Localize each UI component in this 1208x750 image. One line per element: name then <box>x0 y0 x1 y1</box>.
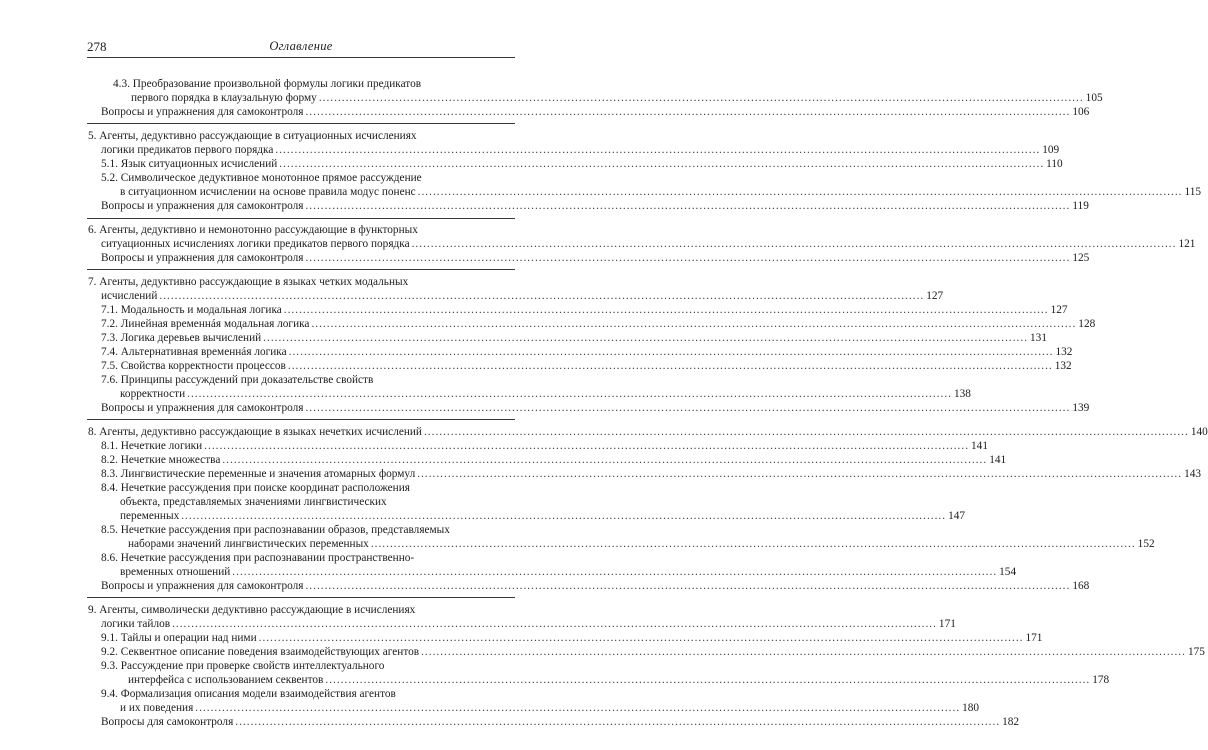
toc-entry-page: 115 <box>1184 186 1202 198</box>
toc-entry[interactable] <box>101 345 1073 359</box>
toc-entry[interactable] <box>120 509 966 523</box>
toc-entry-title: 9.4. Формализация описания модели взаимодействия агентов <box>101 688 396 700</box>
toc-entry-page: 139 <box>1072 402 1090 414</box>
toc-entry-page: 110 <box>1046 158 1063 170</box>
toc-entry-title: корректности <box>120 388 186 400</box>
toc-entry-page: 171 <box>938 618 956 630</box>
leader-dots: ........................................................................................................................................................................................................ <box>258 632 1024 644</box>
leader-dots: ........................................................................................................................................................................................................ <box>417 468 1183 480</box>
leader-dots: ........................................................................................................................................................................................................ <box>222 454 988 466</box>
toc-chapter[interactable] <box>88 425 1208 439</box>
toc-entry-page: 138 <box>953 388 971 400</box>
toc-entry-title: и их поведения <box>120 702 194 714</box>
toc-entry-title: наборами значений лингвистических переменных <box>128 538 369 550</box>
toc-entry[interactable] <box>120 495 515 509</box>
toc-entry-title: 7.6. Принципы рассуждений при доказательстве свойств <box>101 374 374 386</box>
section-rule <box>87 269 515 270</box>
toc-entry[interactable] <box>128 537 1155 551</box>
toc-entry[interactable] <box>131 91 1103 105</box>
toc-entry-title: Вопросы и упражнения для самоконтроля <box>101 252 304 264</box>
toc-entry-page: 147 <box>948 510 966 522</box>
toc-entry-page: 175 <box>1187 646 1205 658</box>
page-number: 278 <box>87 39 107 54</box>
toc-entry[interactable] <box>101 105 1090 119</box>
leader-dots: ........................................................................................................................................................................................................ <box>263 332 1029 344</box>
leader-dots: ........................................................................................................................................................................................................ <box>159 290 925 302</box>
toc-entry-title: 8.2. Нечеткие множества <box>101 454 221 466</box>
toc-entry-title: 9.2. Секвентное описание поведения взаимодействующих агентов <box>101 646 420 658</box>
toc-entry[interactable] <box>101 317 1096 331</box>
toc-entry[interactable] <box>101 331 1047 345</box>
toc-entry[interactable] <box>120 701 980 715</box>
leader-dots: ........................................................................................................................................................................................................ <box>305 200 1071 212</box>
toc-chapter[interactable] <box>88 275 515 289</box>
section-rule <box>87 123 515 124</box>
toc-entry-page: 106 <box>1072 106 1090 118</box>
toc-entry-title: Вопросы для самоконтроля <box>101 716 234 728</box>
leader-dots: ........................................................................................................................................................................................................ <box>305 402 1071 414</box>
toc-chapter[interactable] <box>101 237 1196 251</box>
toc-entry-title: временных отношений <box>120 566 231 578</box>
toc-entry-title: 9.1. Тайлы и операции над ними <box>101 632 257 644</box>
toc-entry-page: 178 <box>1092 674 1110 686</box>
toc-entry[interactable] <box>101 481 515 495</box>
toc-entry-title: 7.3. Логика деревьев вычислений <box>101 332 262 344</box>
leader-dots: ........................................................................................................................................................................................................ <box>172 618 937 630</box>
leader-dots: ........................................................................................................................................................................................................ <box>305 106 1071 118</box>
leader-dots: ........................................................................................................................................................................................................ <box>288 346 1054 358</box>
leader-dots: ........................................................................................................................................................................................................ <box>370 538 1136 550</box>
leader-dots: ........................................................................................................................................................................................................ <box>187 388 952 400</box>
toc-entry-page: 125 <box>1072 252 1090 264</box>
leader-dots: ........................................................................................................................................................................................................ <box>311 318 1077 330</box>
toc-entry-title: исчислений <box>101 290 158 302</box>
toc-entry-page: 109 <box>1042 144 1060 156</box>
toc-entry-title: 8.3. Лингвистические переменные и значения атомарных формул <box>101 468 416 480</box>
toc-entry-title: 7.4. Альтернативная временнáя логика <box>101 346 287 358</box>
toc-entry-title: первого порядка в клаузальную форму <box>131 92 317 104</box>
toc-entry-title: логики тайлов <box>101 618 171 630</box>
toc-entry-page: 131 <box>1030 332 1047 344</box>
toc-entry-title: переменных <box>120 510 180 522</box>
toc-entry[interactable] <box>101 359 1072 373</box>
toc-entry[interactable] <box>113 77 515 91</box>
page-header <box>87 39 515 57</box>
toc-entry[interactable] <box>101 199 1089 213</box>
toc-entry-title: 8.1. Нечеткие логики <box>101 440 203 452</box>
section-rule <box>87 218 515 219</box>
toc-entry[interactable] <box>101 645 1205 659</box>
toc-entry[interactable] <box>101 523 515 537</box>
toc-entry[interactable] <box>101 373 515 387</box>
leader-dots: ........................................................................................................................................................................................................ <box>417 186 1183 198</box>
toc-entry-title: 8.4. Нечеткие рассуждения при поиске координат расположения <box>101 482 410 494</box>
leader-dots: ........................................................................................................................................................................................................ <box>318 92 1084 104</box>
toc-entry-title: 9.3. Рассуждение при проверке свойств интеллектуального <box>101 660 385 672</box>
toc-entry[interactable] <box>101 401 1090 415</box>
toc-entry-title: 7.5. Свойства корректности процессов <box>101 360 286 372</box>
toc-entry-page: 128 <box>1078 318 1096 330</box>
toc-entry[interactable] <box>101 659 515 673</box>
toc-entry-title: Вопросы и упражнения для самоконтроля <box>101 580 304 592</box>
toc-entry[interactable] <box>120 387 971 401</box>
toc-entry-page: 132 <box>1054 360 1072 372</box>
toc-entry-title: 9. Агенты, символически дедуктивно рассуждающие в исчислениях <box>88 604 416 616</box>
toc-entry[interactable] <box>101 579 1090 593</box>
toc-entry-title: Вопросы и упражнения для самоконтроля <box>101 402 304 414</box>
toc-chapter[interactable] <box>101 143 1060 157</box>
leader-dots: ........................................................................................................................................................................................................ <box>279 158 1045 170</box>
toc-entry[interactable] <box>101 453 1007 467</box>
toc-entry-title: Вопросы и упражнения для самоконтроля <box>101 106 304 118</box>
toc-chapter[interactable] <box>88 603 515 617</box>
toc-entry-page: 105 <box>1085 92 1103 104</box>
toc-entry-page: 154 <box>999 566 1017 578</box>
toc-entry[interactable] <box>120 185 1202 199</box>
leader-dots: ........................................................................................................................................................................................................ <box>232 566 998 578</box>
toc-entry-page: 171 <box>1025 632 1043 644</box>
leader-dots: ........................................................................................................................................................................................................ <box>275 144 1041 156</box>
toc-entry[interactable] <box>101 551 515 565</box>
toc-chapter[interactable] <box>88 129 515 143</box>
leader-dots: ........................................................................................................................................................................................................ <box>195 702 961 714</box>
toc-entry-page: 127 <box>1050 304 1068 316</box>
toc-entry[interactable] <box>101 439 988 453</box>
toc-entry[interactable] <box>101 157 1063 171</box>
section-rule <box>87 419 515 420</box>
toc-entry-page: 141 <box>989 454 1007 466</box>
toc-chapter[interactable] <box>88 223 515 237</box>
toc-entry[interactable] <box>120 565 1017 579</box>
toc-entry-title: 7.2. Линейная временнáя модальная логика <box>101 318 310 330</box>
toc-entry-title: 8. Агенты, дедуктивно рассуждающие в языках нечетких исчислений <box>88 426 422 438</box>
toc-entry-title: 7. Агенты, дедуктивно рассуждающие в языках четких модальных <box>88 276 409 288</box>
toc-entry-page: 141 <box>971 440 988 452</box>
leader-dots: ........................................................................................................................................................................................................ <box>325 674 1091 686</box>
toc-entry[interactable] <box>101 171 515 185</box>
leader-dots: ........................................................................................................................................................................................................ <box>411 238 1177 250</box>
toc-entry-title: Вопросы и упражнения для самоконтроля <box>101 200 304 212</box>
toc-entry-page: 168 <box>1072 580 1090 592</box>
toc-entry-page: 127 <box>926 290 944 302</box>
running-title: Оглавление <box>269 39 333 53</box>
toc-entry-page: 119 <box>1072 200 1089 212</box>
toc-entry-page: 152 <box>1137 538 1155 550</box>
toc-entry-title: 5.2. Символическое дедуктивное монотонное прямое рассуждение <box>101 172 422 184</box>
toc-entry-title: 8.6. Нечеткие рассуждения при распознавании пространственно- <box>101 552 415 564</box>
toc-entry-title: ситуационных исчислениях логики предикатов первого порядка <box>101 238 410 250</box>
toc-chapter[interactable] <box>101 289 944 303</box>
toc-entry-title: в ситуационном исчислении на основе правила модус поненс <box>120 186 416 198</box>
leader-dots: ........................................................................................................................................................................................................ <box>423 426 1189 438</box>
toc-entry-page: 143 <box>1184 468 1202 480</box>
toc-entry-page: 182 <box>1002 716 1020 728</box>
toc-entry-page: 121 <box>1178 238 1196 250</box>
toc-entry[interactable] <box>101 687 515 701</box>
leader-dots: ........................................................................................................................................................................................................ <box>305 580 1071 592</box>
toc-entry-title: 7.1. Модальность и модальная логика <box>101 304 282 316</box>
header-rule <box>87 57 515 58</box>
toc-entry[interactable] <box>101 467 1202 481</box>
leader-dots: ........................................................................................................................................................................................................ <box>283 304 1049 316</box>
toc-entry[interactable] <box>101 631 1043 645</box>
toc-entry[interactable] <box>101 715 1020 729</box>
leader-dots: ........................................................................................................................................................................................................ <box>421 646 1186 658</box>
toc-entry-page: 140 <box>1190 426 1208 438</box>
leader-dots: ........................................................................................................................................................................................................ <box>181 510 947 522</box>
leader-dots: ........................................................................................................................................................................................................ <box>287 360 1053 372</box>
leader-dots: ........................................................................................................................................................................................................ <box>235 716 1001 728</box>
toc-entry[interactable] <box>101 303 1068 317</box>
section-rule <box>87 597 515 598</box>
toc-entry-title: 5. Агенты, дедуктивно рассуждающие в ситуационных исчислениях <box>88 130 417 142</box>
toc-entry-title: 8.5. Нечеткие рассуждения при распознавании образов, представляемых <box>101 524 450 536</box>
toc-entry-page: 132 <box>1055 346 1073 358</box>
toc-entry-title: логики предикатов первого порядка <box>101 144 274 156</box>
toc-entry-title: 6. Агенты, дедуктивно и немонотонно рассуждающие в функторных <box>88 224 418 236</box>
leader-dots: ........................................................................................................................................................................................................ <box>204 440 970 452</box>
toc-entry-title: интерфейса с использованием секвентов <box>128 674 324 686</box>
toc-entry[interactable] <box>101 251 1090 265</box>
toc-entry-title: 4.3. Преобразование произвольной формулы логики предикатов <box>113 78 422 90</box>
toc-entry-page: 180 <box>962 702 980 714</box>
toc-entry-title: 5.1. Язык ситуационных исчислений <box>101 158 278 170</box>
toc-chapter[interactable] <box>101 617 956 631</box>
toc-entry-title: объекта, представляемых значениями лингвистических <box>120 496 387 508</box>
toc-entry[interactable] <box>128 673 1110 687</box>
leader-dots: ........................................................................................................................................................................................................ <box>305 252 1071 264</box>
